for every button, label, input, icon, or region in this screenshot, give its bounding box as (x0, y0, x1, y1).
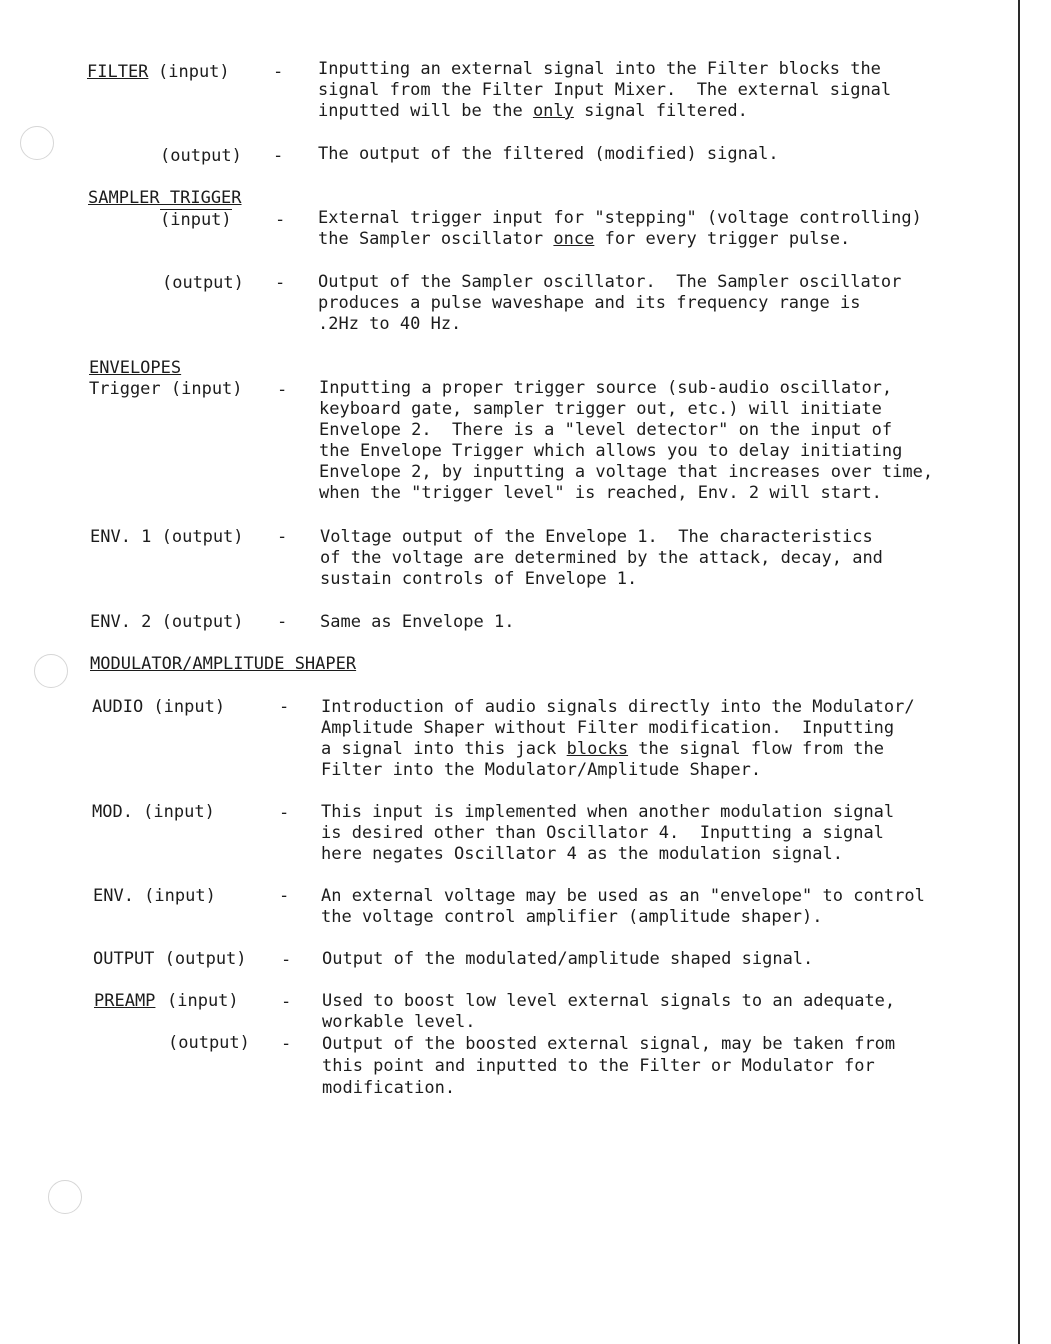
filter-output-desc: The output of the filtered (modified) signal. (318, 144, 779, 164)
env2-label: ENV. 2 (output) (90, 612, 244, 632)
audio-input-desc: Introduction of audio signals directly into the Modulator/ Amplitude Shaper without Filter modification. Inputting a signal into this jack blocks the signal flow from the Filter into the Modulator/Amplitude Shaper. (321, 697, 915, 780)
dash: - (281, 950, 292, 970)
preamp-input-desc-1: Used to boost low level external signals to an adequate, (322, 991, 896, 1011)
env-input-desc-1: An external voltage may be used as an "envelope" to control (321, 886, 925, 906)
sampler-output-desc-3: .2Hz to 40 Hz. (318, 314, 462, 334)
punch-hole-middle (34, 654, 68, 688)
dash: - (279, 697, 290, 717)
dash: - (277, 380, 288, 400)
envelopes-trigger-desc-6: when the "trigger level" is reached, Env. 2 will start. (319, 483, 882, 503)
filter-heading: FILTER (87, 62, 149, 82)
sampler-heading: SAMPLER TRIGGER (88, 188, 242, 208)
sampler-input-label: (input) (160, 210, 232, 230)
envelopes-trigger-desc-3: Envelope 2. There is a "level detector" on the input of (319, 420, 893, 440)
mod-input-desc-2: is desired other than Oscillator 4. Inputting a signal (321, 823, 884, 843)
filter-output-label: (output) (160, 146, 242, 166)
sampler-input-desc: External trigger input for "stepping" (voltage controlling) the Sampler oscillator once for every trigger pulse. (318, 208, 922, 249)
dash: - (275, 273, 286, 293)
env1-desc-2: of the voltage are determined by the attack, decay, and (320, 548, 883, 568)
punch-hole-bottom (48, 1180, 82, 1214)
dash: - (273, 146, 284, 166)
envelopes-trigger-desc-2: keyboard gate, sampler trigger out, etc.) will initiate (319, 399, 882, 419)
preamp-output-desc-2: this point and inputted to the Filter or Modulator for (322, 1056, 875, 1076)
env1-label: ENV. 1 (output) (90, 527, 244, 547)
page-edge-line (1018, 0, 1020, 1344)
preamp-output-desc-1: Output of the boosted external signal, may be taken from (322, 1034, 896, 1054)
dash: - (277, 527, 288, 547)
filter-input-label: (input) (158, 62, 230, 82)
dash: - (273, 62, 284, 82)
mod-input-label: MOD. (input) (92, 802, 215, 822)
preamp-output-desc-3: modification. (322, 1078, 456, 1098)
dash: - (281, 992, 292, 1012)
audio-input-label: AUDIO (input) (92, 697, 226, 717)
dash: - (275, 210, 286, 230)
mod-output-label: OUTPUT (output) (93, 949, 247, 969)
envelopes-trigger-desc-4: the Envelope Trigger which allows you to delay initiating (319, 441, 903, 461)
env1-desc-3: sustain controls of Envelope 1. (320, 569, 638, 589)
sampler-output-desc-2: produces a pulse waveshape and its frequency range is (318, 293, 861, 313)
env-input-label: ENV. (input) (93, 886, 216, 906)
modulator-heading: MODULATOR/AMPLITUDE SHAPER (90, 654, 357, 674)
envelopes-trigger-desc-1: Inputting a proper trigger source (sub-audio oscillator, (319, 378, 893, 398)
envelopes-trigger-label: Trigger (input) (89, 379, 243, 399)
filter-input-desc: Inputting an external signal into the Filter blocks the signal from the Filter Input Mixer. The external signal inputted will be the only signal filtered. (318, 59, 892, 121)
env2-desc: Same as Envelope 1. (320, 612, 515, 632)
mod-output-desc: Output of the modulated/amplitude shaped signal. (322, 949, 814, 969)
envelopes-heading: ENVELOPES (89, 358, 182, 378)
dash: - (279, 803, 290, 823)
mod-input-desc-1: This input is implemented when another modulation signal (321, 802, 895, 822)
preamp-input-desc-2: workable level. (322, 1012, 476, 1032)
punch-hole-top (20, 126, 54, 160)
sampler-output-label: (output) (162, 273, 244, 293)
sampler-output-desc-1: Output of the Sampler oscillator. The Sampler oscillator (318, 272, 902, 292)
dash: - (279, 886, 290, 906)
dash: - (281, 1034, 292, 1054)
envelopes-trigger-desc-5: Envelope 2, by inputting a voltage that increases over time, (319, 462, 934, 482)
env-input-desc-2: the voltage control amplifier (amplitude shaper). (321, 907, 823, 927)
preamp-output-label: (output) (168, 1033, 250, 1053)
preamp-input-label: (input) (167, 991, 239, 1011)
env1-desc-1: Voltage output of the Envelope 1. The characteristics (320, 527, 873, 547)
dash: - (277, 612, 288, 632)
mod-input-desc-3: here negates Oscillator 4 as the modulation signal. (321, 844, 843, 864)
preamp-heading: PREAMP (94, 991, 156, 1011)
